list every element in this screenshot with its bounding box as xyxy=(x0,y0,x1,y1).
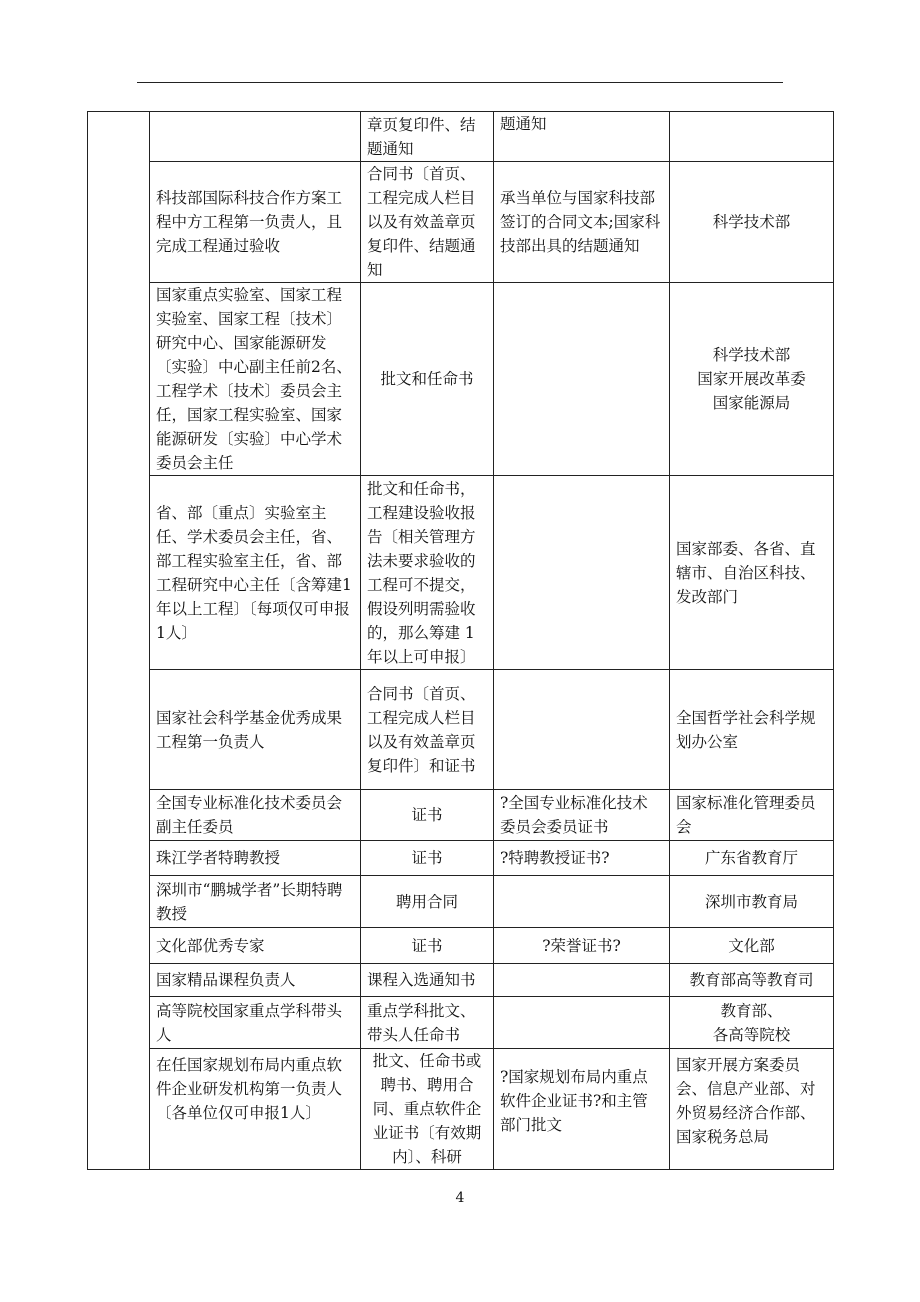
table-row xyxy=(88,841,834,876)
qualification-cell: 全国专业标准化技术委员会副主任委员 xyxy=(150,790,361,841)
table-row xyxy=(88,476,834,670)
table-row xyxy=(88,162,834,283)
department-cell: 国家部委、各省、直辖市、自治区科技、发改部门 xyxy=(670,476,834,670)
materials-cell: 批文、任命书或聘书、聘用合同、重点软件企业证书〔有效期内〕、科研 xyxy=(361,1049,494,1170)
requirements-cell: 承当单位与国家科技部签订的合同文本;国家科技部出具的结题通知 xyxy=(494,162,670,283)
qualification-cell: 国家重点实验室、国家工程实验室、国家工程〔技术〕研究中心、国家能源研发〔实验〕中心副主任前2名、工程学术〔技术〕委员会主任，国家工程实验室、国家能源研发〔实验〕中心学术委员会主任 xyxy=(150,283,361,476)
materials-cell: 证书 xyxy=(361,790,494,841)
requirements-cell: ?荣誉证书? xyxy=(494,928,670,964)
requirements-cell xyxy=(494,476,670,670)
table-row xyxy=(88,964,834,997)
department-cell: 国家开展方案委员会、信息产业部、对外贸易经济合作部、国家税务总局 xyxy=(670,1049,834,1170)
requirements-cell xyxy=(494,964,670,997)
materials-cell: 合同书〔首页、工程完成人栏目以及有效盖章页复印件、结题通知 xyxy=(361,162,494,283)
qualification-cell: 国家精品课程负责人 xyxy=(150,964,361,997)
department-cell: 全国哲学社会科学规划办公室 xyxy=(670,670,834,790)
table-row xyxy=(88,928,834,964)
materials-cell: 章页复印件、结题通知 xyxy=(361,112,494,162)
qualification-cell: 珠江学者特聘教授 xyxy=(150,841,361,876)
department-cell xyxy=(670,112,834,162)
materials-cell: 证书 xyxy=(361,928,494,964)
department-line: 国家开展改革委 xyxy=(697,370,806,388)
materials-cell: 课程入选通知书 xyxy=(361,964,494,997)
materials-cell: 证书 xyxy=(361,841,494,876)
department-cell: 国家标准化管理委员会 xyxy=(670,790,834,841)
table-row xyxy=(88,876,834,928)
qualification-cell: 深圳市“鹏城学者”长期特聘教授 xyxy=(150,876,361,928)
table-row xyxy=(88,790,834,841)
requirements-cell: ?特聘教授证书? xyxy=(494,841,670,876)
materials-cell: 批文和任命书 xyxy=(361,283,494,476)
requirements-cell xyxy=(494,670,670,790)
table-row xyxy=(88,1049,834,1170)
department-line: 国家能源局 xyxy=(712,394,791,412)
requirements-cell xyxy=(494,997,670,1049)
qualification-cell: 科技部国际科技合作方案工程中方工程第一负责人，且完成工程通过验收 xyxy=(150,162,361,283)
table-row xyxy=(88,670,834,790)
page-number: 4 xyxy=(455,1190,465,1206)
department-cell: 科学技术部 xyxy=(670,162,834,283)
requirements-cell: ?国家规划布局内重点软件企业证书?和主管部门批文 xyxy=(494,1049,670,1170)
qualification-cell xyxy=(150,112,361,162)
department-line: 各高等院校 xyxy=(712,1025,791,1044)
qualification-cell: 在任国家规划布局内重点软件企业研发机构第一负责人〔各单位仅可申报1人〕 xyxy=(150,1049,361,1170)
department-cell: 文化部 xyxy=(670,928,834,964)
qualification-table xyxy=(87,111,834,1170)
qualification-cell: 国家社会科学基金优秀成果工程第一负责人 xyxy=(150,670,361,790)
requirements-cell: ?全国专业标准化技术委员会委员证书 xyxy=(494,790,670,841)
requirements-cell: 题通知 xyxy=(494,112,670,162)
department-line: 科学技术部 xyxy=(712,346,791,364)
materials-cell: 合同书〔首页、工程完成人栏目以及有效盖章页复印件〕和证书 xyxy=(361,670,494,790)
department-cell xyxy=(670,997,834,1049)
materials-cell: 聘用合同 xyxy=(361,876,494,928)
table-row xyxy=(88,112,834,162)
materials-cell: 重点学科批文、带头人任命书 xyxy=(361,997,494,1049)
department-line: 教育部、 xyxy=(720,1001,783,1020)
department-cell xyxy=(670,283,834,476)
requirements-cell xyxy=(494,876,670,928)
table-row xyxy=(88,997,834,1049)
qualification-cell: 文化部优秀专家 xyxy=(150,928,361,964)
department-cell: 教育部高等教育司 xyxy=(670,964,834,997)
category-cell xyxy=(88,112,150,1170)
materials-cell: 批文和任命书，工程建设验收报告〔相关管理方法未要求验收的工程可不提交，假设列明需验收的，那么筹建 1 年以上可申报〕 xyxy=(361,476,494,670)
department-cell: 深圳市教育局 xyxy=(670,876,834,928)
qualification-cell: 省、部〔重点〕实验室主任、学术委员会主任，省、部工程实验室主任，省、部工程研究中心主任〔含筹建1年以上工程〕〔每项仅可申报1人〕 xyxy=(150,476,361,670)
header-rule xyxy=(137,82,783,83)
department-cell: 广东省教育厅 xyxy=(670,841,834,876)
qualification-cell: 高等院校国家重点学科带头人 xyxy=(150,997,361,1049)
requirements-cell xyxy=(494,283,670,476)
table-row xyxy=(88,283,834,476)
